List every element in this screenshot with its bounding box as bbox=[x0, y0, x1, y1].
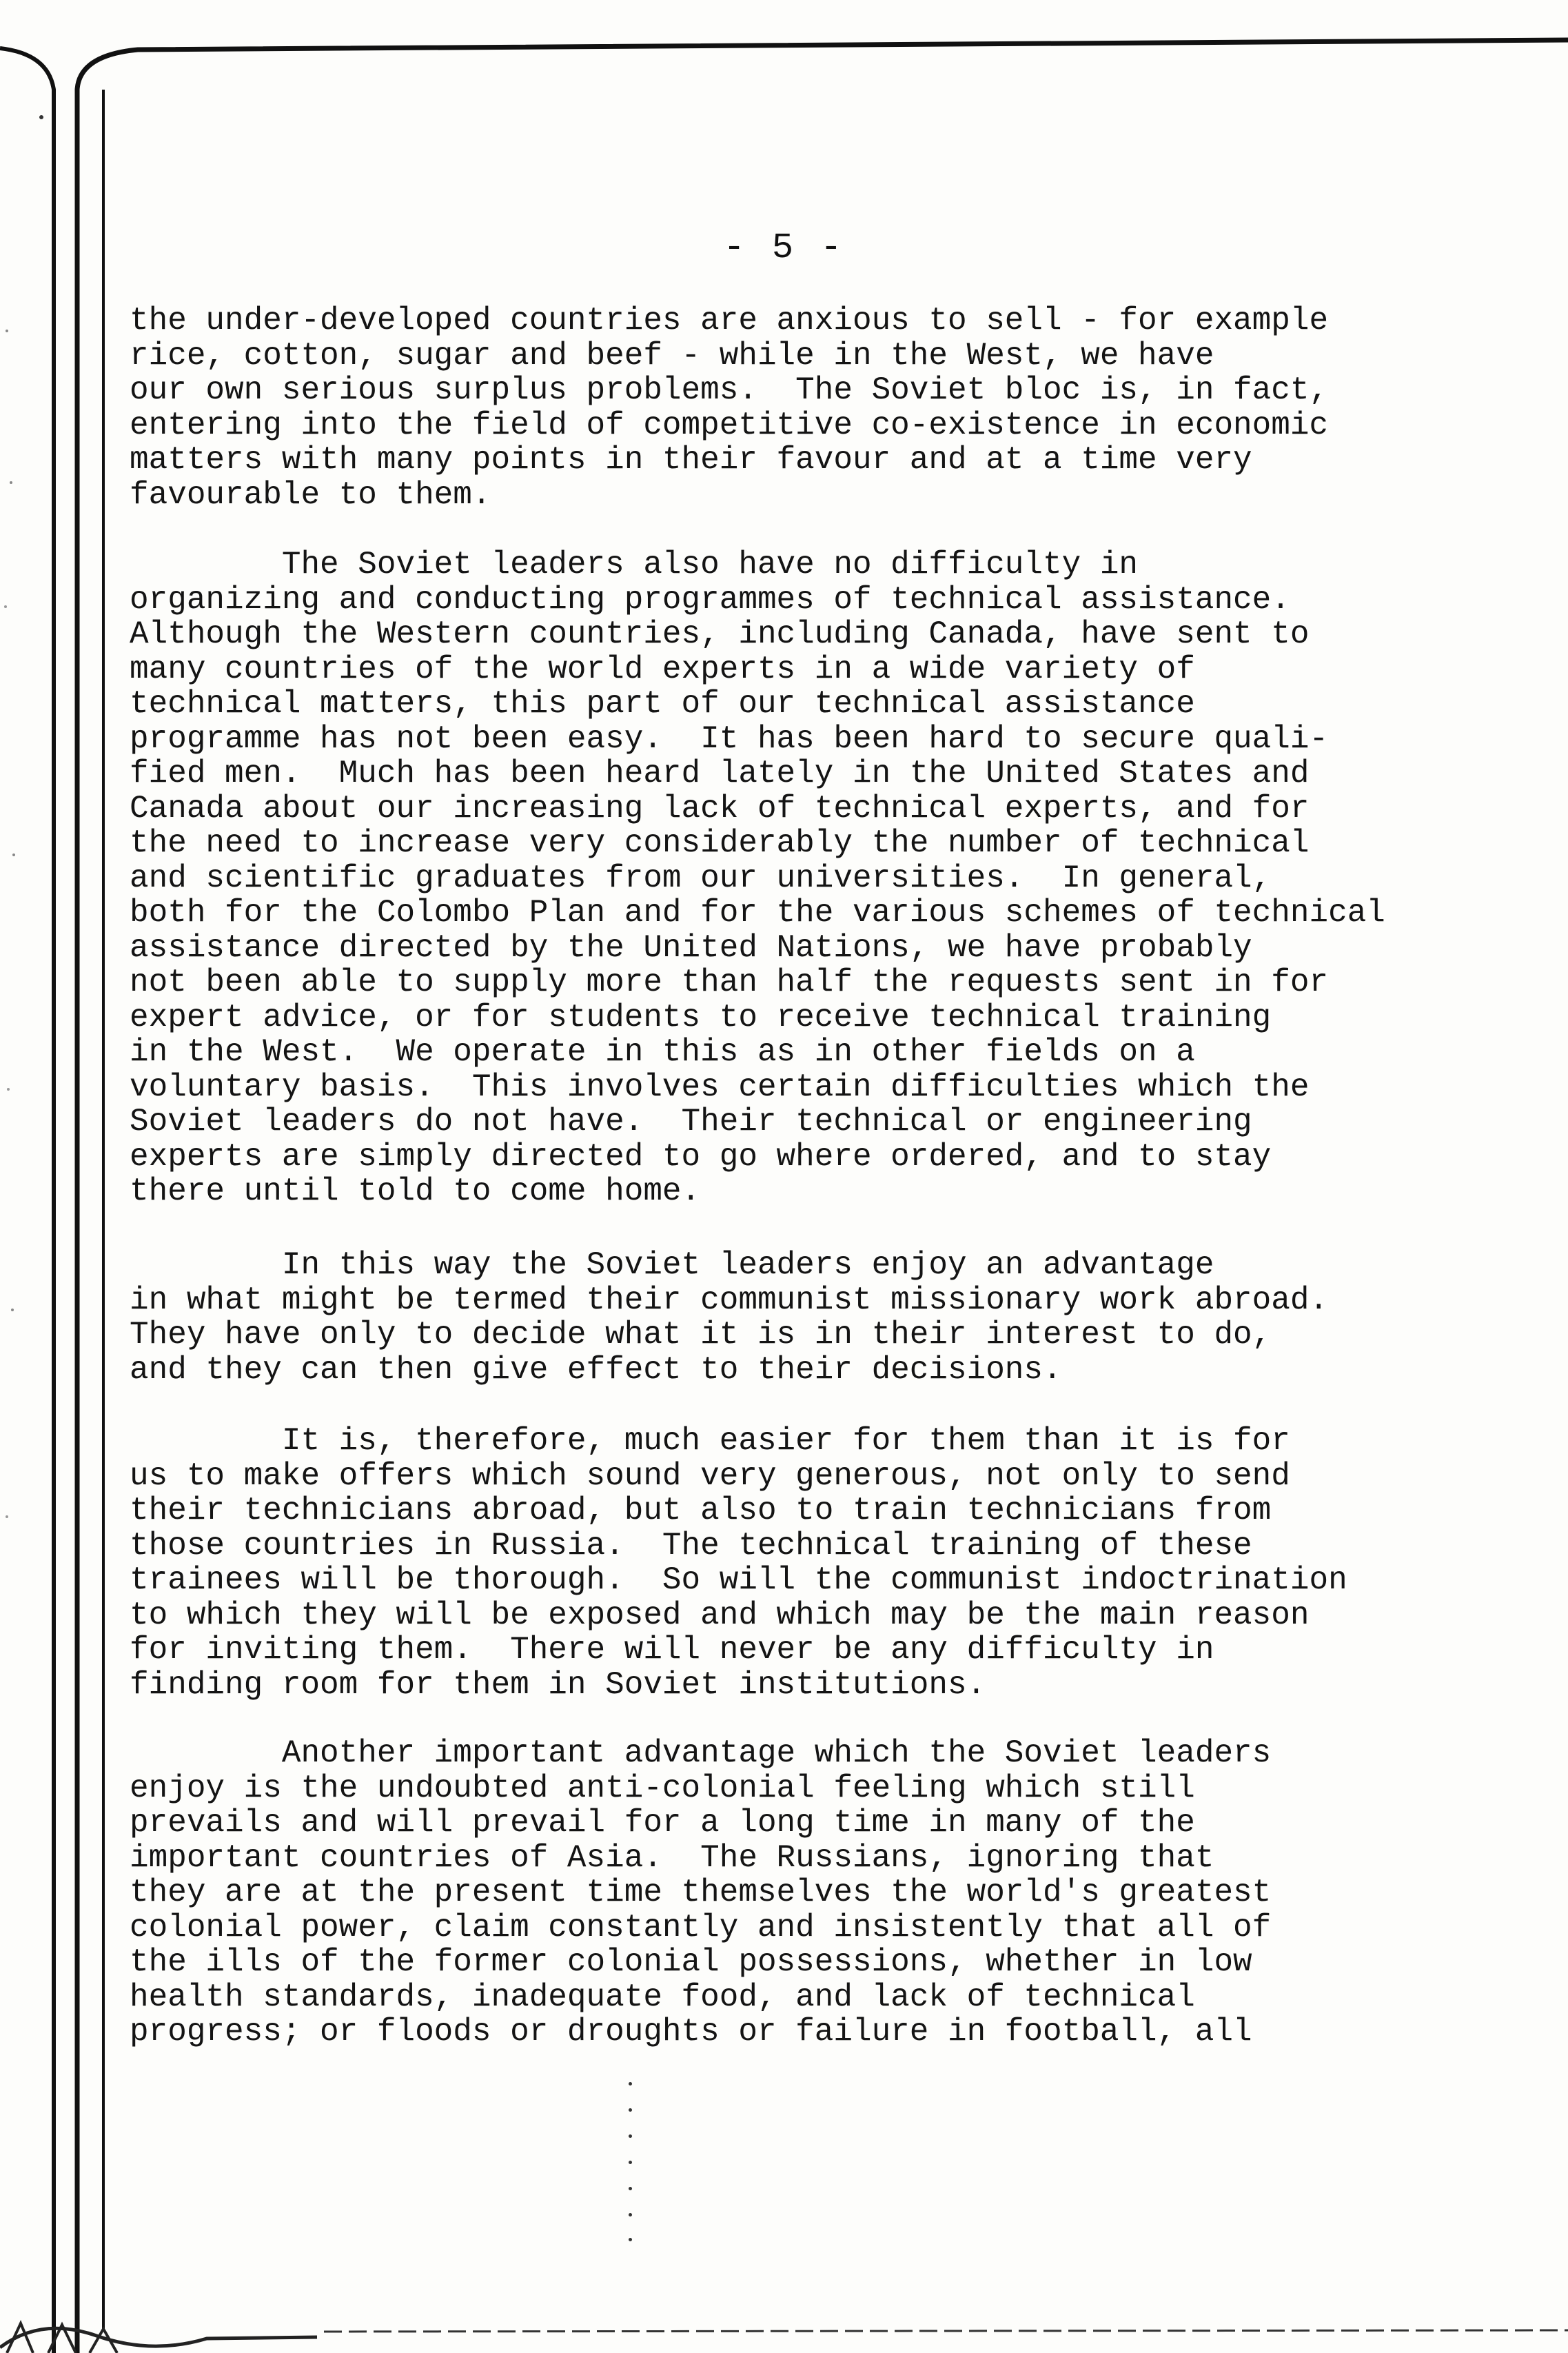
text-line: expert advice, or for students to receive technical training bbox=[130, 999, 1272, 1036]
text-line: colonial power, claim constantly and insistently that all of bbox=[130, 1909, 1272, 1946]
text-line: experts are simply directed to go where ordered, and to stay bbox=[130, 1138, 1272, 1175]
text-line: It is, therefore, much easier for them than it is for bbox=[130, 1423, 1290, 1459]
text-line: many countries of the world experts in a wide variety of bbox=[130, 651, 1195, 687]
text-line: in the West. We operate in this as in other fields on a bbox=[130, 1034, 1195, 1070]
text-line: programme has not been easy. It has been hard to secure quali- bbox=[130, 720, 1329, 757]
text-line: entering into the field of competitive co-existence in economic bbox=[130, 407, 1329, 443]
text-line: technical matters, this part of our technical assistance bbox=[130, 686, 1195, 722]
text-line: important countries of Asia. The Russians, ignoring that bbox=[130, 1839, 1214, 1876]
text-line: not been able to supply more than half the requests sent in for bbox=[130, 965, 1329, 1000]
text-line: the need to increase very considerably the number of technical bbox=[130, 825, 1310, 861]
text-line: Canada about our increasing lack of technical experts, and for bbox=[130, 790, 1310, 827]
text-line: rice, cotton, sugar and beef - while in the West, we have bbox=[130, 337, 1214, 374]
text-line: assistance directed by the United Nations, we have probably bbox=[130, 929, 1252, 966]
text-line: fied men. Much has been heard lately in the United States and bbox=[130, 756, 1310, 791]
text-line: both for the Colombo Plan and for the various schemes of technical bbox=[130, 895, 1385, 931]
text-line: those countries in Russia. The technical training of these bbox=[130, 1527, 1252, 1564]
text-line: finding room for them in Soviet institutions. bbox=[130, 1666, 986, 1703]
text-line: health standards, inadequate food, and lack of technical bbox=[130, 1979, 1195, 2015]
text-line: trainees will be thorough. So will the communist indoctrination bbox=[130, 1562, 1347, 1598]
text-line: to which they will be exposed and which may be the main reason bbox=[130, 1597, 1310, 1633]
text-line: favourable to them. bbox=[130, 476, 491, 513]
text-line: for inviting them. There will never be any difficulty in bbox=[130, 1632, 1214, 1668]
text-line: voluntary basis. This involves certain difficulties which the bbox=[130, 1069, 1310, 1105]
text-line: In this way the Soviet leaders enjoy an advantage bbox=[130, 1247, 1214, 1283]
text-line: the under-developed countries are anxious to sell - for example bbox=[130, 303, 1329, 339]
text-line: They have only to decide what it is in their interest to do, bbox=[130, 1317, 1272, 1353]
text-line: in what might be termed their communist missionary work abroad. bbox=[130, 1282, 1329, 1318]
text-line: progress; or floods or droughts or failure in football, all bbox=[130, 2014, 1252, 2050]
continuation-dots bbox=[629, 2082, 634, 2241]
text-line: Soviet leaders do not have. Their technical or engineering bbox=[130, 1104, 1252, 1140]
text-line: and they can then give effect to their decisions. bbox=[130, 1351, 1062, 1388]
text-line: our own serious surplus problems. The Soviet bloc is, in fact, bbox=[130, 372, 1329, 408]
text-line: they are at the present time themselves the world's greatest bbox=[130, 1875, 1272, 1910]
text-line: the ills of the former colonial possessions, whether in low bbox=[130, 1944, 1252, 1980]
text-line: us to make offers which sound very generous, not only to send bbox=[130, 1457, 1290, 1494]
text-line: and scientific graduates from our universities. In general, bbox=[130, 860, 1272, 896]
text-line: Another important advantage which the Soviet leaders bbox=[130, 1735, 1272, 1771]
text-line: enjoy is the undoubted anti-colonial feeling which still bbox=[130, 1770, 1195, 1806]
page-number: - 5 - bbox=[723, 228, 845, 268]
text-line: The Soviet leaders also have no difficulty in bbox=[130, 547, 1139, 583]
text-line: prevails and will prevail for a long time in many of the bbox=[130, 1805, 1195, 1841]
text-line: there until told to come home. bbox=[130, 1173, 701, 1209]
text-line: their technicians abroad, but also to train technicians from bbox=[130, 1493, 1272, 1528]
text-line: Although the Western countries, including Canada, have sent to bbox=[130, 616, 1310, 652]
text-line: matters with many points in their favour and at a time very bbox=[130, 442, 1252, 478]
text-line: organizing and conducting programmes of technical assistance. bbox=[130, 581, 1290, 618]
